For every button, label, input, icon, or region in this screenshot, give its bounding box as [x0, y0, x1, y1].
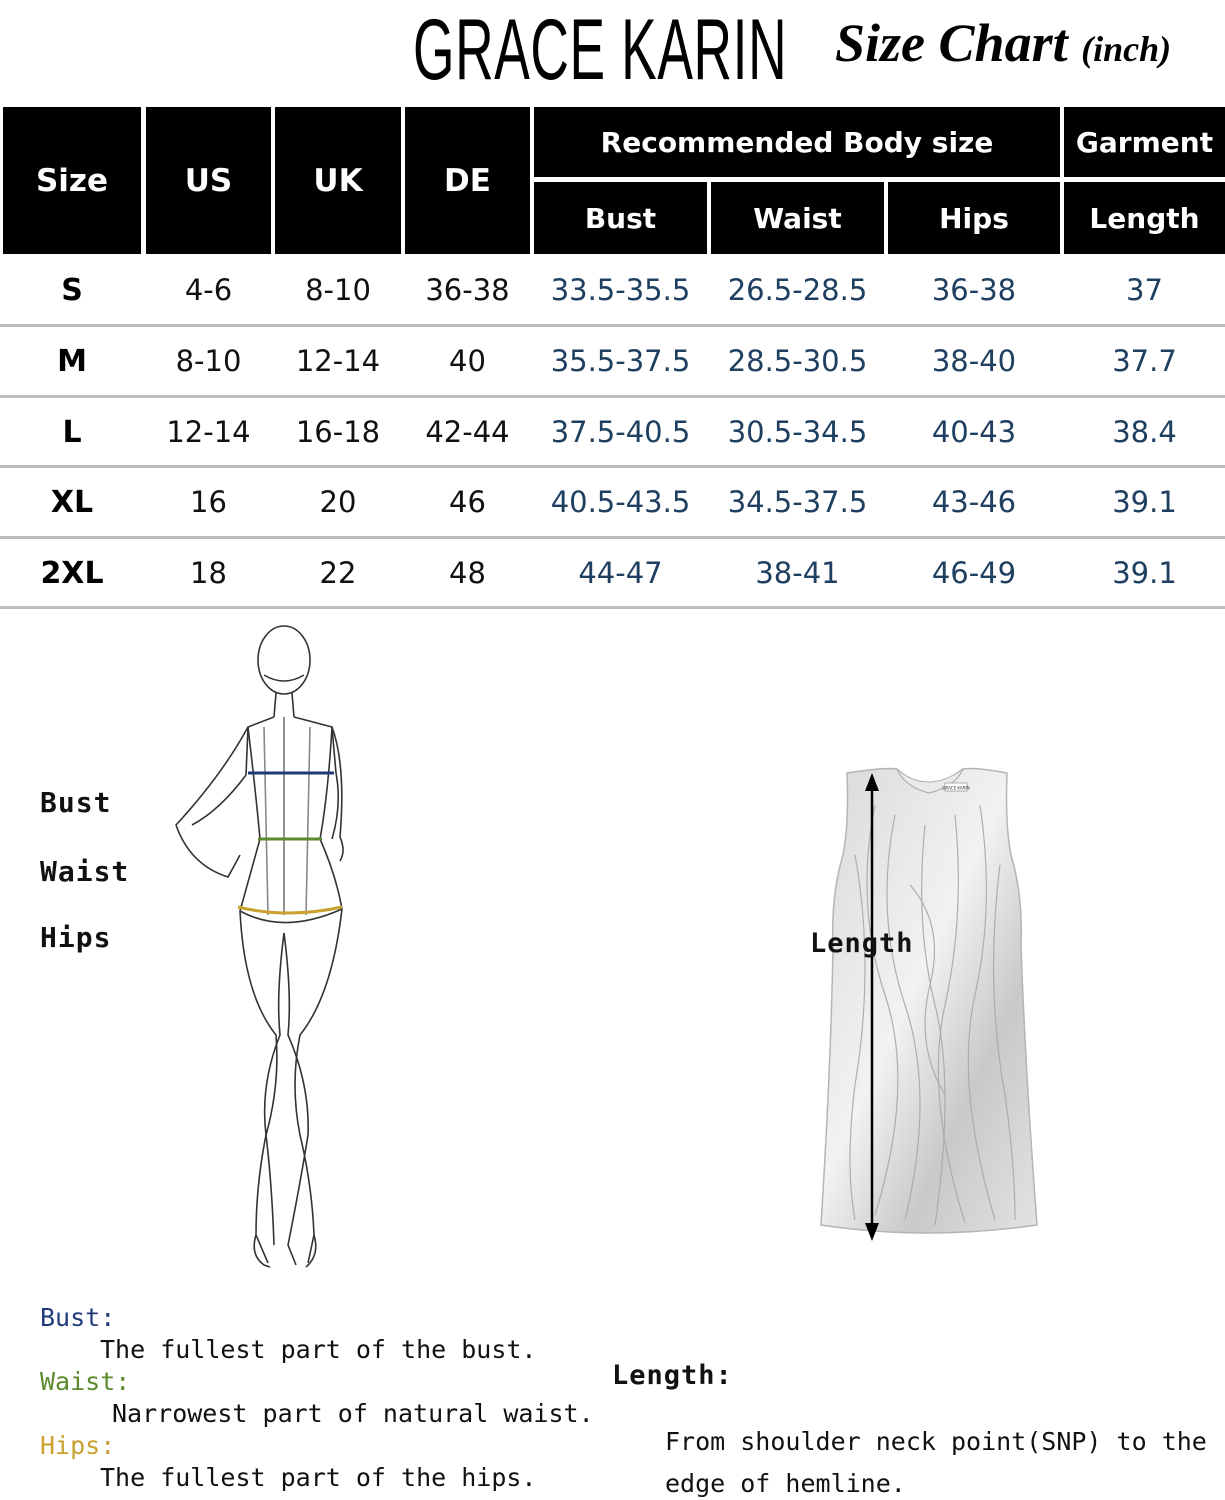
cell-us: 8-10	[175, 344, 242, 378]
cell-length: 39.1	[1112, 485, 1177, 519]
cell-length: 38.4	[1112, 415, 1177, 449]
header-bust: Bust	[534, 182, 707, 254]
dress-tag-text: GRACE KARIN	[942, 785, 970, 791]
def-waist-title: Waist:	[40, 1367, 131, 1396]
figure-label-length: Length	[810, 928, 914, 959]
def-bust-text: The fullest part of the bust.	[100, 1335, 537, 1364]
def-length-title: Length:	[612, 1360, 733, 1391]
cell-uk: 12-14	[295, 344, 381, 378]
cell-waist: 28.5-30.5	[727, 344, 868, 378]
cell-hips: 36-38	[931, 273, 1017, 307]
cell-length: 37.7	[1112, 344, 1177, 378]
cell-us: 16	[190, 485, 227, 519]
cell-bust: 37.5-40.5	[550, 415, 691, 449]
cell-bust: 33.5-35.5	[550, 273, 691, 307]
cell-waist: 30.5-34.5	[727, 415, 868, 449]
cell-bust: 44-47	[578, 556, 663, 590]
title-text: Size Chart	[835, 13, 1068, 73]
def-hips-title: Hips:	[40, 1431, 116, 1460]
def-waist-text: Narrowest part of natural waist.	[112, 1399, 594, 1428]
header-uk: UK	[275, 107, 401, 254]
cell-us: 18	[190, 556, 227, 590]
cell-size: L	[62, 414, 82, 450]
cell-uk: 20	[319, 485, 357, 519]
cell-size: XL	[50, 484, 94, 520]
unit-label: (inch)	[1081, 29, 1172, 69]
header-us: US	[146, 107, 271, 254]
body-figure-illustration	[160, 615, 380, 1285]
header-hips: Hips	[888, 182, 1060, 254]
header-garment: Garment	[1064, 107, 1225, 177]
cell-waist: 38-41	[755, 556, 840, 590]
header-de: DE	[405, 107, 530, 254]
cell-length: 37	[1126, 273, 1163, 307]
cell-us: 12-14	[166, 415, 251, 449]
cell-waist: 34.5-37.5	[727, 485, 868, 519]
cell-hips: 40-43	[931, 415, 1017, 449]
figure-label-waist: Waist	[40, 855, 130, 888]
header-size: Size	[3, 107, 141, 254]
figure-label-bust: Bust	[40, 786, 112, 819]
def-bust-title: Bust:	[40, 1303, 116, 1332]
cell-uk: 16-18	[295, 415, 381, 449]
cell-de: 42-44	[425, 415, 510, 449]
cell-hips: 43-46	[931, 485, 1017, 519]
cell-bust: 40.5-43.5	[550, 485, 691, 519]
header-recommended: Recommended Body size	[534, 107, 1060, 177]
def-length-text-1: From shoulder neck point(SNP) to the	[665, 1427, 1207, 1456]
figure-label-hips: Hips	[40, 921, 112, 954]
cell-size: 2XL	[40, 555, 104, 591]
cell-hips: 38-40	[931, 344, 1017, 378]
cell-length: 39.1	[1112, 556, 1177, 590]
cell-de: 36-38	[425, 273, 510, 307]
header-waist: Waist	[711, 182, 884, 254]
dress-illustration	[815, 765, 1040, 1245]
cell-uk: 22	[319, 556, 357, 590]
cell-uk: 8-10	[305, 273, 371, 307]
cell-bust: 35.5-37.5	[550, 344, 691, 378]
page-title	[835, 8, 1171, 78]
header-length: Length	[1064, 182, 1225, 254]
cell-hips: 46-49	[931, 556, 1017, 590]
brand-logo: GRACE KARIN	[413, 2, 788, 98]
cell-waist: 26.5-28.5	[727, 273, 868, 307]
def-length-text-2: edge of hemline.	[665, 1469, 906, 1498]
row-divider	[0, 606, 1225, 609]
cell-us: 4-6	[184, 273, 233, 307]
def-hips-text: The fullest part of the hips.	[100, 1463, 537, 1492]
cell-de: 48	[449, 556, 486, 590]
cell-de: 46	[449, 485, 486, 519]
cell-size: S	[61, 272, 83, 308]
cell-de: 40	[449, 344, 486, 378]
cell-size: M	[57, 343, 87, 379]
